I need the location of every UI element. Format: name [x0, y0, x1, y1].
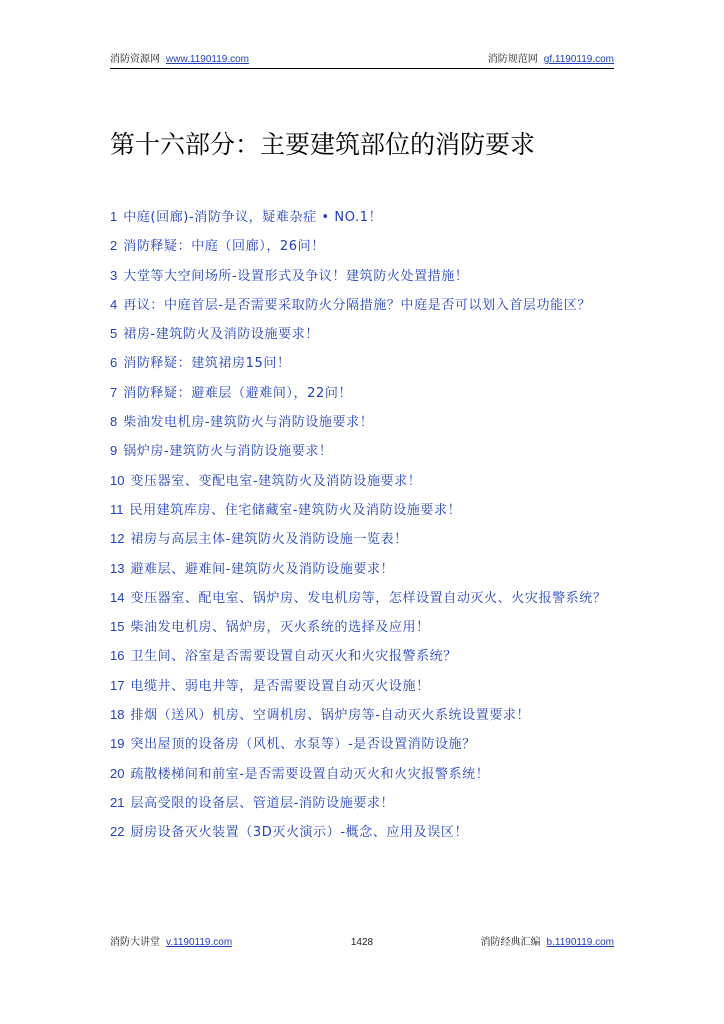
toc-item[interactable]: [110, 262, 615, 291]
toc-item[interactable]: [110, 379, 615, 408]
toc-item[interactable]: [110, 760, 615, 789]
toc-item-text: 避难层、避难间-建筑防火及消防设施要求！: [130, 561, 395, 577]
footer-right: [481, 936, 614, 950]
toc-item-text: 变压器室、配电室、锅炉房、发电机房等，怎样设置自动灭火、火灾报警系统？: [130, 590, 607, 606]
toc-item[interactable]: [110, 525, 615, 554]
toc-item-number: 7: [110, 384, 118, 400]
header-left: [110, 53, 249, 67]
toc-item[interactable]: [110, 701, 615, 730]
toc-item[interactable]: [110, 818, 615, 847]
toc-item-number: 17: [110, 677, 125, 693]
toc-item-text: 柴油发电机房、锅炉房，灭火系统的选择及应用！: [130, 620, 430, 636]
footer-right-link[interactable]: b.1190119.com: [546, 937, 614, 948]
toc-item[interactable]: [110, 203, 615, 232]
toc-item-number: 2: [110, 238, 118, 254]
header-left-site-name: 消防资源网: [110, 54, 160, 65]
toc-item-number: 9: [110, 443, 118, 459]
toc-item-text: 卫生间、浴室是否需要设置自动灭火和火灾报警系统？: [130, 649, 457, 665]
toc-item-text: 大堂等大空间场所-设置形式及争议！建筑防火处置措施！: [123, 268, 469, 284]
toc-item-number: 13: [110, 560, 125, 576]
toc-item-number: 21: [110, 794, 125, 810]
toc-item-number: 12: [110, 531, 125, 547]
toc-item[interactable]: [110, 320, 615, 349]
toc-item-number: 20: [110, 765, 125, 781]
footer-right-site-name: 消防经典汇编: [480, 937, 541, 948]
toc-item-number: 14: [110, 589, 125, 605]
page-title: 第十六部分：主要建筑部位的消防要求: [110, 130, 536, 159]
toc-item-text: 消防释疑：建筑裙房15问！: [123, 356, 291, 372]
toc-item[interactable]: [110, 408, 615, 437]
toc-item-number: 4: [110, 296, 118, 312]
toc-item-text: 消防释疑：避难层（避难间），22问！: [123, 385, 353, 401]
toc-item-number: 8: [110, 414, 118, 430]
toc-item-text: 裙房-建筑防火及消防设施要求！: [123, 327, 319, 343]
toc-item[interactable]: [110, 642, 615, 671]
toc-item-number: 22: [110, 824, 125, 840]
toc-item-number: 15: [110, 619, 125, 635]
toc-item[interactable]: [110, 467, 615, 496]
toc-item-number: 18: [110, 707, 125, 723]
toc-item[interactable]: [110, 291, 615, 320]
toc-item[interactable]: [110, 672, 615, 701]
toc-item[interactable]: [110, 730, 615, 759]
page-header: [110, 52, 614, 69]
toc-item[interactable]: [110, 789, 615, 818]
toc-item-text: 电缆井、弱电井等，是否需要设置自动灭火设施！: [130, 678, 430, 694]
toc-item-number: 11: [110, 501, 124, 517]
toc-item-text: 裙房与高层主体-建筑防火及消防设施一览表！: [130, 532, 408, 548]
toc-item-text: 厨房设备灭火装置（3D灭火演示）-概念、应用及误区！: [130, 825, 469, 841]
toc-item-text: 中庭(回廊)-消防争议，疑难杂症 • NO.1！: [123, 210, 383, 225]
toc-item-number: 5: [110, 326, 118, 342]
toc-item-number: 3: [110, 267, 118, 283]
toc-item-text: 锅炉房-建筑防火与消防设施要求！: [123, 444, 333, 460]
table-of-contents: [110, 203, 615, 848]
toc-item-text: 疏散楼梯间和前室-是否需要设置自动灭火和火灾报警系统！: [130, 766, 490, 782]
header-right-link[interactable]: gf.1190119.com: [543, 54, 614, 65]
toc-item[interactable]: [110, 232, 615, 261]
toc-item-text: 柴油发电机房-建筑防火与消防设施要求！: [123, 415, 374, 431]
toc-item-number: 1: [110, 209, 118, 224]
toc-item-text: 民用建筑库房、住宅储藏室-建筑防火及消防设施要求！: [129, 502, 462, 518]
header-right-site-name: 消防规范网: [487, 54, 538, 65]
toc-item-number: 6: [110, 355, 118, 371]
toc-item[interactable]: [110, 584, 615, 613]
page-number: 1428: [350, 937, 374, 948]
toc-item-text: 消防释疑：中庭（回廊），26问！: [123, 239, 325, 255]
footer-left: [110, 936, 232, 950]
toc-item-text: 层高受限的设备层、管道层-消防设施要求！: [130, 795, 395, 811]
page-footer: [110, 936, 614, 952]
toc-item[interactable]: [110, 349, 615, 378]
toc-item-text: 再议：中庭首层-是否需要采取防火分隔措施？中庭是否可以划入首层功能区？: [123, 297, 591, 313]
toc-item-text: 变压器室、变配电室-建筑防火及消防设施要求！: [130, 473, 422, 489]
header-left-link[interactable]: www.1190119.com: [166, 54, 250, 65]
toc-item[interactable]: [110, 437, 615, 466]
toc-item-number: 16: [110, 648, 125, 664]
toc-item[interactable]: [110, 496, 615, 525]
header-right: [488, 53, 614, 67]
toc-item-text: 突出屋顶的设备房（风机、水泵等）-是否设置消防设施？: [130, 737, 476, 753]
toc-item[interactable]: [110, 613, 615, 642]
footer-left-site-name: 消防大讲堂: [110, 937, 160, 948]
footer-left-link[interactable]: v.1190119.com: [166, 937, 233, 948]
toc-item-text: 排烟（送风）机房、空调机房、锅炉房等-自动灭火系统设置要求！: [130, 708, 531, 724]
toc-item-number: 10: [110, 472, 125, 488]
toc-item[interactable]: [110, 555, 615, 584]
toc-item-number: 19: [110, 736, 125, 752]
